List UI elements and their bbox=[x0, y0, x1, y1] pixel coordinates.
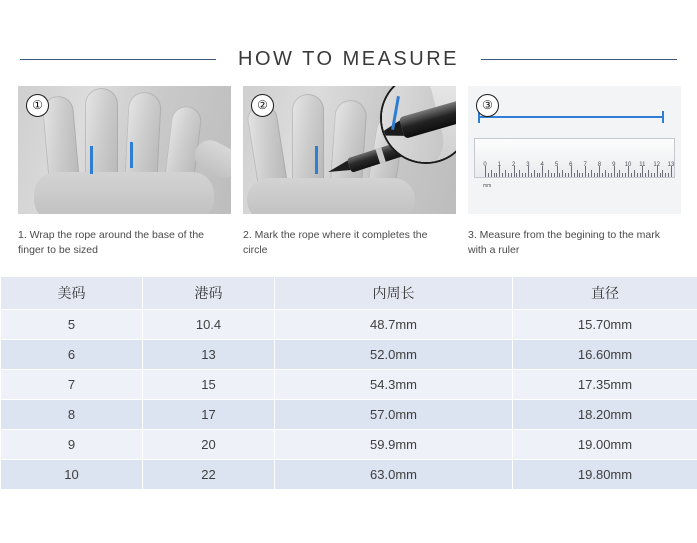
ruler-tick bbox=[608, 173, 609, 177]
ruler-tick bbox=[531, 173, 532, 177]
cell-circumference: 63.0mm bbox=[275, 460, 513, 490]
cell-diameter: 19.00mm bbox=[513, 430, 697, 460]
ruler-tick bbox=[640, 173, 641, 177]
ruler-tick bbox=[637, 173, 638, 177]
ruler-tick bbox=[645, 173, 646, 177]
cell-circumference: 57.0mm bbox=[275, 400, 513, 430]
step-1 bbox=[18, 86, 231, 258]
ruler-tick bbox=[551, 173, 552, 177]
rope-marker-line bbox=[315, 146, 318, 174]
ruler-tick bbox=[525, 173, 526, 177]
ruler-tick bbox=[574, 173, 575, 177]
ruler-number: 6 bbox=[569, 162, 573, 168]
ruler-tick bbox=[588, 173, 589, 177]
ruler-tick bbox=[511, 173, 512, 177]
ruler-tick bbox=[562, 170, 563, 177]
hand-illustration bbox=[18, 86, 231, 214]
ruler-tick bbox=[494, 173, 495, 177]
ruler-tick bbox=[545, 173, 546, 177]
ruler-tick bbox=[660, 173, 661, 177]
ruler-tick bbox=[597, 173, 598, 177]
ruler-tick bbox=[516, 173, 517, 177]
column-header-us-size: 美码 bbox=[1, 277, 143, 310]
cell-us-size: 8 bbox=[1, 400, 143, 430]
ruler-number: 5 bbox=[554, 162, 559, 168]
size-table bbox=[0, 276, 697, 490]
cell-hk-size: 15 bbox=[143, 370, 275, 400]
ruler-tick bbox=[496, 173, 497, 177]
ruler-tick bbox=[602, 173, 603, 177]
cell-diameter: 17.35mm bbox=[513, 370, 697, 400]
ruler-tick bbox=[648, 170, 649, 177]
table-row bbox=[1, 310, 697, 340]
table-row bbox=[1, 370, 697, 400]
column-header-circumference: 内周长 bbox=[275, 277, 513, 310]
ruler-tick bbox=[665, 173, 666, 177]
ruler-number: 3 bbox=[526, 162, 530, 168]
step-1-figure bbox=[18, 86, 231, 214]
cell-us-size: 9 bbox=[1, 430, 143, 460]
cell-us-size: 6 bbox=[1, 340, 143, 370]
ruler-tick bbox=[605, 170, 606, 177]
ruler-tick bbox=[594, 173, 595, 177]
ruler-tick bbox=[634, 170, 635, 177]
ruler-tick bbox=[662, 170, 663, 177]
page-header bbox=[0, 0, 697, 78]
ruler-tick bbox=[651, 173, 652, 177]
table-row bbox=[1, 340, 697, 370]
step-2-badge: ② bbox=[251, 94, 274, 117]
step-3-figure bbox=[468, 86, 681, 214]
ruler-tick bbox=[622, 173, 623, 177]
table-row bbox=[1, 400, 697, 430]
ruler-tick bbox=[539, 173, 540, 177]
magnifier-circle bbox=[380, 86, 456, 164]
ruler-tick bbox=[508, 173, 509, 177]
cell-us-size: 10 bbox=[1, 460, 143, 490]
page-title: HOW TO MEASURE bbox=[238, 47, 459, 70]
magnifier-content bbox=[382, 86, 456, 162]
ruler-tick bbox=[579, 173, 580, 177]
cell-hk-size: 17 bbox=[143, 400, 275, 430]
step-2-caption: 2. Mark the rope where it completes the circle bbox=[243, 229, 428, 256]
table-header-row bbox=[1, 277, 697, 310]
ruler-unit-label: mm bbox=[483, 183, 492, 189]
header-rule-right bbox=[481, 59, 677, 60]
ruler-number: 8 bbox=[597, 162, 602, 168]
ruler-number: 12 bbox=[653, 162, 661, 168]
ruler-number: 4 bbox=[540, 162, 544, 168]
step-2 bbox=[243, 86, 456, 258]
cell-diameter: 16.60mm bbox=[513, 340, 697, 370]
ruler-tick bbox=[534, 170, 535, 177]
ruler-tick bbox=[619, 170, 620, 177]
ruler-number: 10 bbox=[624, 162, 632, 168]
ruler-number: 2 bbox=[511, 162, 516, 168]
ruler-tick bbox=[582, 173, 583, 177]
ruler-tick bbox=[505, 170, 506, 177]
cell-circumference: 54.3mm bbox=[275, 370, 513, 400]
cell-hk-size: 13 bbox=[143, 340, 275, 370]
cell-us-size: 7 bbox=[1, 370, 143, 400]
column-header-hk-size: 港码 bbox=[143, 277, 275, 310]
steps-row bbox=[0, 78, 697, 258]
cell-diameter: 18.20mm bbox=[513, 400, 697, 430]
ruler bbox=[474, 138, 675, 189]
palm bbox=[247, 178, 415, 214]
rope-marker-line bbox=[130, 142, 133, 168]
ruler-tick bbox=[502, 173, 503, 177]
ruler-tick bbox=[625, 173, 626, 177]
ruler-number: 13 bbox=[667, 162, 675, 168]
cell-us-size: 5 bbox=[1, 310, 143, 340]
step-1-caption: 1. Wrap the rope around the base of the finger to be sized bbox=[18, 229, 205, 256]
step-3 bbox=[468, 86, 681, 258]
size-table-wrap bbox=[0, 276, 697, 490]
ruler-number: 1 bbox=[497, 162, 501, 168]
measurement-span-line bbox=[478, 116, 664, 118]
column-header-diameter: 直径 bbox=[513, 277, 697, 310]
step-3-caption: 3. Measure from the begining to the mark with a ruler bbox=[468, 229, 661, 256]
ruler-tick bbox=[537, 173, 538, 177]
cell-hk-size: 22 bbox=[143, 460, 275, 490]
ruler-tick bbox=[631, 173, 632, 177]
ruler-tick bbox=[668, 173, 669, 177]
ruler-tick bbox=[554, 173, 555, 177]
step-1-badge: ① bbox=[26, 94, 49, 117]
cell-circumference: 48.7mm bbox=[275, 310, 513, 340]
cell-hk-size: 20 bbox=[143, 430, 275, 460]
cell-circumference: 59.9mm bbox=[275, 430, 513, 460]
step-3-badge: ③ bbox=[476, 94, 499, 117]
ruler-tick bbox=[522, 173, 523, 177]
table-body bbox=[1, 310, 697, 490]
step-2-figure bbox=[243, 86, 456, 214]
cell-diameter: 15.70mm bbox=[513, 310, 697, 340]
ruler-tick bbox=[559, 173, 560, 177]
ruler-number: 7 bbox=[583, 162, 587, 168]
ruler-tick bbox=[488, 173, 489, 177]
ruler-tick bbox=[591, 170, 592, 177]
cell-hk-size: 10.4 bbox=[143, 310, 275, 340]
ruler-tick bbox=[654, 173, 655, 177]
ruler-tick bbox=[568, 173, 569, 177]
ruler-tick bbox=[548, 170, 549, 177]
ruler-tick bbox=[617, 173, 618, 177]
ruler-tick bbox=[611, 173, 612, 177]
table-row bbox=[1, 460, 697, 490]
header-rule-left bbox=[20, 59, 216, 60]
rope-marker-line bbox=[90, 146, 93, 174]
table-row bbox=[1, 430, 697, 460]
cell-diameter: 19.80mm bbox=[513, 460, 697, 490]
ruler-tick bbox=[577, 170, 578, 177]
ruler-tick bbox=[565, 173, 566, 177]
cell-circumference: 52.0mm bbox=[275, 340, 513, 370]
ruler-tick bbox=[491, 170, 492, 177]
ruler-number: 9 bbox=[612, 162, 616, 168]
ruler-tick bbox=[519, 170, 520, 177]
palm bbox=[34, 172, 214, 214]
ruler-number: 0 bbox=[483, 162, 487, 168]
ruler-number: 11 bbox=[639, 162, 646, 168]
